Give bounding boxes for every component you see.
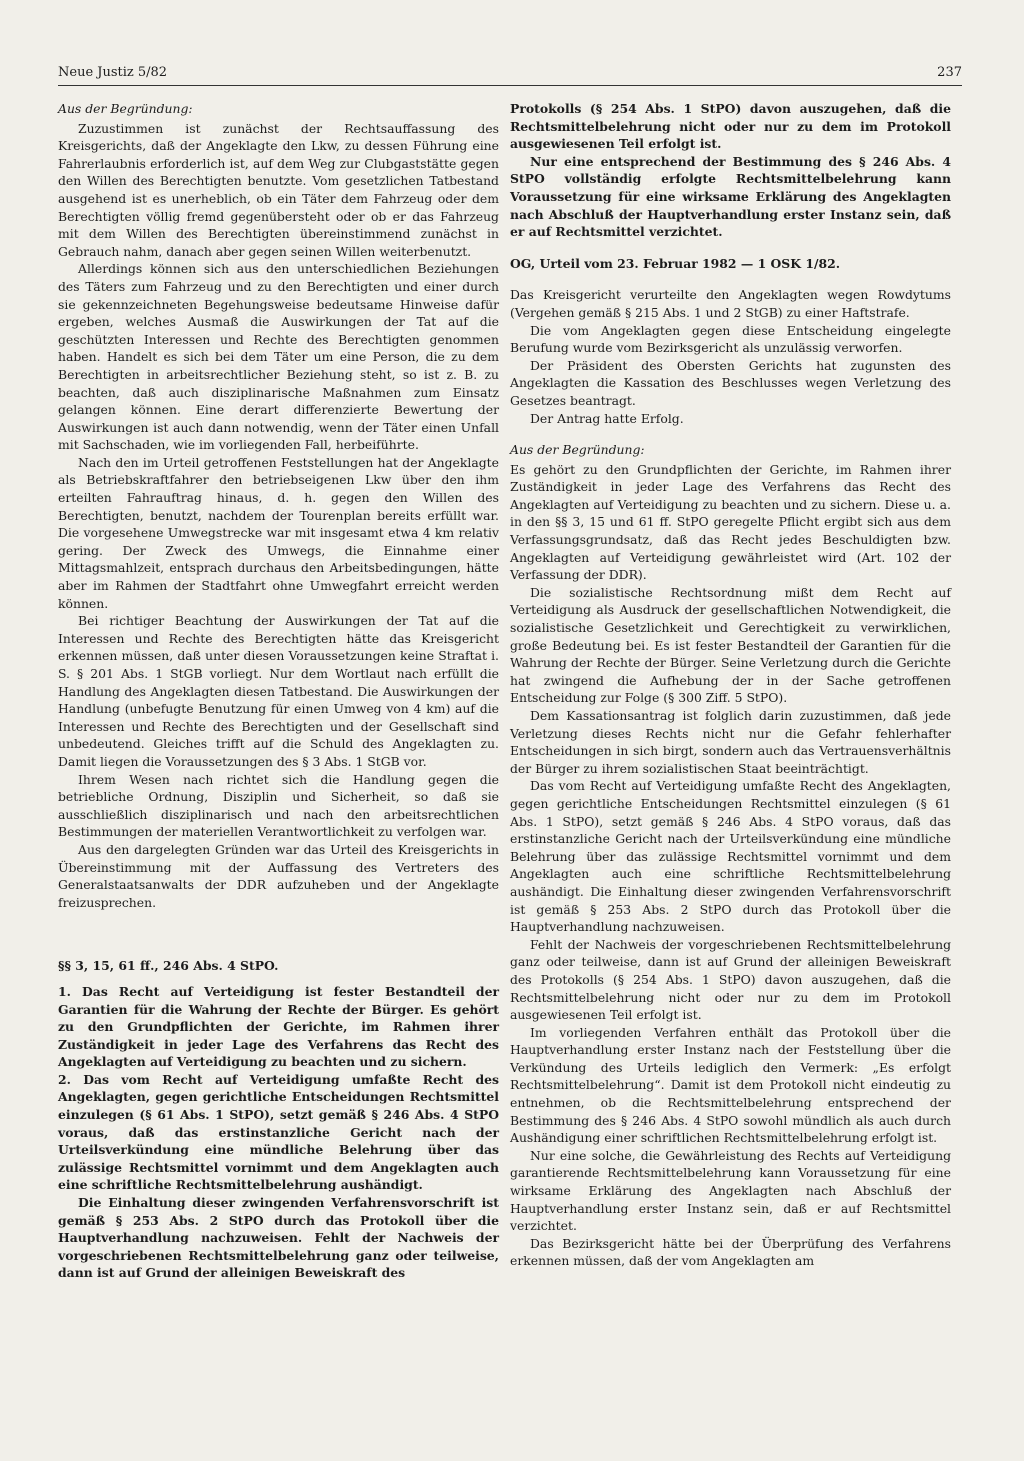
headnote: 1. Das Recht auf Verteidigung ist fester Bestandteil der Garantien für die Wahrung der Rechte der Bürger. Es gehört zu den Grundpflichten der Gerichte, im Rahmen ihrer Zuständigkeit in jeder Lage des Verfahrens das Recht des Angeklagten auf Verteidigung zu beachten und zu sichern. xyxy=(58,983,499,1070)
paragraph: Nach den im Urteil getroffenen Feststellungen hat der Angeklagte als Betriebskraftfahrer den betriebseigenen Lkw über den ihm erteilten Fahrauftrag hinaus, d. h. gegen den Willen des Berechtigten, benutzt, nachdem der Tourenplan bereits erfüllt war. Die vorgesehene Umwegstrecke war mit insgesamt etwa 4 km relativ gering. Der Zweck des Umwegs, die Einnahme einer Mittagsmahlzeit, entsprach durchaus den Arbeitsbedingungen, hätte aber im Rahmen der Stadtfahrt ohne Umwegfahrt erreicht werden können. xyxy=(58,454,499,611)
paragraph: Allerdings können sich aus den unterschiedlichen Beziehungen des Täters zum Fahrzeug und zu den Berechtigten und einer durch sie gekennzeichneten Begehungsweise bedeutsame Hinweise dafür ergeben, welches Ausmaß die Auswirkungen der Tat auf die geschützten Interessen und Rechte des Berechtigten genommen haben. Handelt es sich bei dem Täter um eine Person, die zu dem Berechtigten in arbeitsrechtlicher Beziehung steht, so ist z. B. zu beachten, daß auch disziplinarische Maßnahmen zum Einsatz gelangen können. Eine derart differenzierte Bewertung der Auswirkungen ist auch dann notwendig, wenn der Täter einen Unfall mit Sachschaden, wie im vorliegenden Fall, herbeiführte. xyxy=(58,261,499,453)
headnote: Die Einhaltung dieser zwingenden Verfahrensvorschrift ist gemäß § 253 Abs. 2 StPO durch das Protokoll über die Hauptverhandlung nachzuweisen. Fehlt der Nachweis der vorgeschriebenen Rechtsmittelbelehrung ganz oder teilweise, dann ist auf Grund der alleinigen Beweiskraft des xyxy=(58,1195,499,1281)
headnote: Nur eine entsprechend der Bestimmung des § 246 Abs. 4 StPO vollständig erfolgte Rechtsmittelbelehrung kann Voraussetzung für eine wirksame Erklärung des Angeklagten nach Abschluß der Hauptverhandlung erster Instanz sein, daß er auf Rechtsmittel verzichtet. xyxy=(510,153,951,240)
paragraph: Nur eine solche, die Gewährleistung des Rechts auf Verteidigung garantierende Rechtsmittelbelehrung kann Voraussetzung für eine wirksame Erklärung des Angeklagten nach Abschluß der Hauptverhandlung erster Instanz sein, daß er auf Rechtsmittel verzichtet. xyxy=(510,1147,951,1234)
page-number: 237 xyxy=(937,65,962,80)
paragraph: Die vom Angeklagten gegen diese Entscheidung eingelegte Berufung wurde vom Bezirksgericht als unzulässig verworfen. xyxy=(510,322,951,356)
journal-issue: Neue Justiz 5/82 xyxy=(58,65,168,80)
norm-heading: §§ 3, 15, 61 ff., 246 Abs. 4 StPO. xyxy=(58,958,279,974)
section-heading: Aus der Begründung: xyxy=(58,101,193,116)
paragraph: Der Antrag hatte Erfolg. xyxy=(530,410,684,426)
paragraph: Der Präsident des Obersten Gerichts hat zugunsten des Angeklagten die Kassation des Beschlusses wegen Verletzung des Gesetzes beantragt. xyxy=(510,357,951,408)
section-heading: Aus der Begründung: xyxy=(510,442,645,458)
paragraph: Im vorliegenden Verfahren enthält das Protokoll über die Hauptverhandlung erster Instanz nach der Feststellung über die Verkündung des Urteils lediglich den Vermerk: „Es erfolgt Rechtsmittelbelehrung“. Damit ist dem Protokoll nicht eindeutig zu entnehmen, ob die Rechtsmittelbelehrung entsprechend der Bestimmung des § 246 Abs. 4 StPO sowohl mündlich als auch durch Aushändigung einer schriftlichen Rechtsmittelbelehrung erfolgt ist. xyxy=(510,1024,951,1146)
paragraph: Das vom Recht auf Verteidigung umfaßte Recht des Angeklagten, gegen gerichtliche Entscheidungen Rechtsmittel einzulegen (§ 61 Abs. 1 StPO), setzt gemäß § 246 Abs. 4 StPO voraus, daß das erstinstanzliche Gericht nach der Urteilsverkündung eine mündliche Belehrung über das zulässige Rechtsmittel vornimmt und dem Angeklagten auch eine schriftliche Rechtsmittelbelehrung aushändigt. Die Einhaltung dieser zwingenden Verfahrensvorschrift ist gemäß § 253 Abs. 2 StPO durch das Protokoll über die Hauptverhandlung nachzuweisen. xyxy=(510,778,951,935)
paragraph: Ihrem Wesen nach richtet sich die Handlung gegen die betriebliche Ordnung, Disziplin und Sicherheit, so daß sie ausschließlich disziplinarisch und nach den arbeitsrechtlichen Bestimmungen der materiellen Verantwortlichkeit zu verfolgen war. xyxy=(58,771,499,840)
paragraph: Bei richtiger Beachtung der Auswirkungen der Tat auf die Interessen und Rechte des Berechtigten hätte das Kreisgericht erkennen müssen, daß unter diesen Voraussetzungen keine Straftat i. S. § 201 Abs. 1 StGB vorliegt. Nur dem Wortlaut nach erfüllt die Handlung des Angeklagten diesen Tatbestand. Die Auswirkungen der Handlung (unbefugte Benutzung für einen Umweg von 4 km) auf die Interessen und Rechte des Berechtigten und der Gesellschaft sind unbedeutend. Gleiches trifft auf die Schuld des Angeklagten zu. Damit liegen die Voraussetzungen des § 3 Abs. 1 StGB vor. xyxy=(58,613,499,769)
paragraph: Das Kreisgericht verurteilte den Angeklagten wegen Rowdytums (Vergehen gemäß § 215 Abs. 1 und 2 StGB) zu einer Haftstrafe. xyxy=(510,287,951,320)
paragraph: Dem Kassationsantrag ist folglich darin zuzustimmen, daß jede Verletzung dieses Rechts nicht nur die Gefahr fehlerhafter Entscheidungen in sich birgt, sondern auch das Vertrauensverhältnis der Bürger zu ihrem sozialistischen Staat beeinträchtigt. xyxy=(510,708,951,776)
paragraph: Fehlt der Nachweis der vorgeschriebenen Rechtsmittelbelehrung ganz oder teilweise, dann ist auf Grund der alleinigen Beweiskraft des Protokolls (§ 254 Abs. 1 StPO) davon auszugehen, daß die Rechtsmittelbelehrung nicht oder nur zu dem im Protokoll ausgewiesenen Teil erfolgt ist. xyxy=(510,936,951,1023)
running-header xyxy=(58,62,962,84)
decision-citation: OG, Urteil vom 23. Februar 1982 — 1 OSK 1/82. xyxy=(510,255,841,271)
paragraph: Es gehört zu den Grundpflichten der Gerichte, im Rahmen ihrer Zuständigkeit in jeder Lage des Verfahrens das Recht des Angeklagten auf Verteidigung zu beachten und zu sichern. Diese u. a. in den §§ 3, 15 und 61 ff. StPO geregelte Pflicht ergibt sich aus dem Verfassungsgrundsatz, daß das Recht jedes Beschuldigten bzw. Angeklagten auf Verteidigung gewährleistet wird (Art. 102 der Verfassung der DDR). xyxy=(510,461,951,583)
paragraph: Das Bezirksgericht hätte bei der Überprüfung des Verfahrens erkennen müssen, daß der vom Angeklagten am xyxy=(510,1235,951,1269)
paragraph: Zuzustimmen ist zunächst der Rechtsauffassung des Kreisgerichts, daß der Angeklagte den Lkw, zu dessen Führung eine Fahrerlaubnis erforderlich ist, auf dem Weg zur Clubgaststätte gegen den Willen des Berechtigten benutzte. Vom gesetzlichen Tatbestand ausgehend ist es unerheblich, ob ein Täter dem Fahrzeug oder dem Berechtigten völlig fremd gegenübersteht oder ob er das Fahrzeug mit dem Willen des Berechtigten übereinstimmend zunächst in Gebrauch nahm, danach aber gegen seinen Willen weiterbenutzt. xyxy=(58,120,499,259)
left-column xyxy=(58,100,499,1282)
header-rule xyxy=(58,85,962,86)
right-column xyxy=(510,100,951,1270)
paragraph: Aus den dargelegten Gründen war das Urteil des Kreisgerichts in Übereinstimmung mit der Auffassung des Vertreters des Generalstaatsanwalts der DDR aufzuheben und der Angeklagte freizusprechen. xyxy=(58,841,499,910)
paragraph: Die sozialistische Rechtsordnung mißt dem Recht auf Verteidigung als Ausdruck der gesellschaftlichen Notwendigkeit, die sozialistische Gesetzlichkeit und Gerechtigkeit zu verwirklichen, große Bedeutung bei. Es ist fester Bestandteil der Garantien für die Wahrung der Rechte der Bürger. Seine Verletzung durch die Gerichte hat zwingend die Aufhebung der in der Sache getroffenen Entscheidung zur Folge (§ 300 Ziff. 5 StPO). xyxy=(510,584,951,706)
headnote: Protokolls (§ 254 Abs. 1 StPO) davon auszugehen, daß die Rechtsmittelbelehrung nicht oder nur zu dem im Protokoll ausgewiesenen Teil erfolgt ist. xyxy=(510,101,951,152)
headnote: 2. Das vom Recht auf Verteidigung umfaßte Recht des Angeklagten, gegen gerichtliche Entscheidungen Rechtsmittel einzulegen (§ 61 Abs. 1 StPO), setzt gemäß § 246 Abs. 4 StPO voraus, daß das erstinstanzliche Gericht nach der Urteilsverkündung eine mündliche Belehrung über das zulässige Rechtsmittel vornimmt und dem Angeklagten auch eine schriftliche Rechtsmittelbelehrung aushändigt. xyxy=(58,1071,499,1193)
